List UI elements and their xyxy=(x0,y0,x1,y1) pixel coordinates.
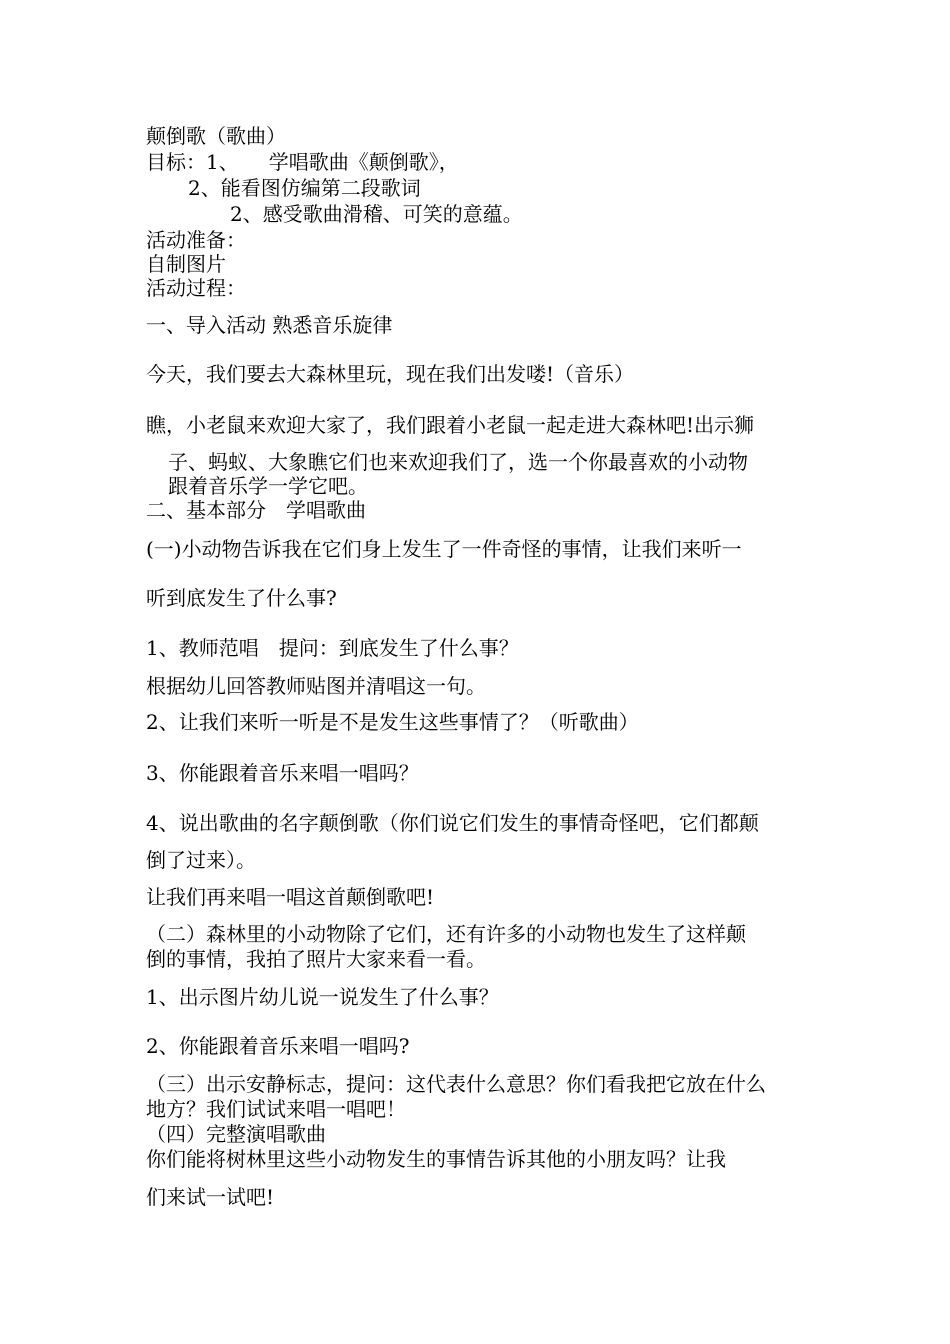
paragraph-line: 听到底发生了什么事? xyxy=(146,586,337,610)
section-heading-2: 二、基本部分 学唱歌曲 xyxy=(146,498,366,522)
list-item: 2、你能跟着音乐来唱一唱吗? xyxy=(146,1034,410,1058)
prep-item: 自制图片 xyxy=(146,252,226,276)
paragraph-line: 根据幼儿回答教师贴图并清唱这一句。 xyxy=(146,674,486,698)
section-heading-4: （四）完整演唱歌曲 xyxy=(146,1122,326,1146)
goal-line-3: 2、感受歌曲滑稽、可笑的意蕴。 xyxy=(190,202,523,226)
paragraph-line: （三）出示安静标志，提问：这代表什么意思？你们看我把它放在什么 xyxy=(146,1072,766,1096)
list-item: 1、出示图片幼儿说一说发生了什么事？ xyxy=(146,985,499,1009)
list-item: 2、让我们来听一听是不是发生这些事情了？（听歌曲） xyxy=(146,710,639,734)
paragraph-line: 倒的事情，我拍了照片大家来看一看。 xyxy=(146,947,486,971)
paragraph-line: (一)小动物告诉我在它们身上发生了一件奇怪的事情，让我们来听一 xyxy=(146,537,742,561)
paragraph-line: 你们能将树林里这些小动物发生的事情告诉其他的小朋友吗？让我 xyxy=(146,1147,726,1171)
paragraph-line: 跟着音乐学一学它吧。 xyxy=(168,474,368,498)
goal-line-2: 2、能看图仿编第二段歌词 xyxy=(168,176,421,200)
paragraph-line: 瞧，小老鼠来欢迎大家了，我们跟着小老鼠一起走进大森林吧!出示狮 xyxy=(146,413,755,437)
section-heading-1: 一、导入活动 熟悉音乐旋律 xyxy=(146,313,393,337)
doc-title: 颠倒歌（歌曲） xyxy=(146,124,286,148)
paragraph-line: （二）森林里的小动物除了它们，还有许多的小动物也发生了这样颠 xyxy=(146,922,746,946)
prep-heading: 活动准备： xyxy=(146,228,246,252)
goal-line-1: 目标：1、 学唱歌曲《颠倒歌》， xyxy=(146,150,459,174)
list-item: 4、说出歌曲的名字颠倒歌（你们说它们发生的事情奇怪吧，它们都颠 xyxy=(146,811,759,835)
paragraph-line: 子、蚂蚁、大象瞧它们也来欢迎我们了，选一个你最喜欢的小动物 xyxy=(168,450,748,474)
paragraph-line: 倒了过来）。 xyxy=(146,848,256,872)
list-item: 3、你能跟着音乐来唱一唱吗？ xyxy=(146,761,419,785)
paragraph-line: 地方？我们试试来唱一唱吧！ xyxy=(146,1097,406,1121)
paragraph-line: 今天，我们要去大森林里玩，现在我们出发喽!（音乐） xyxy=(146,362,635,386)
paragraph-line: 们来试一试吧! xyxy=(146,1185,275,1209)
process-heading: 活动过程： xyxy=(146,276,246,300)
list-item: 1、教师范唱 提问：到底发生了什么事？ xyxy=(146,636,519,660)
paragraph-line: 让我们再来唱一唱这首颠倒歌吧! xyxy=(146,885,435,909)
